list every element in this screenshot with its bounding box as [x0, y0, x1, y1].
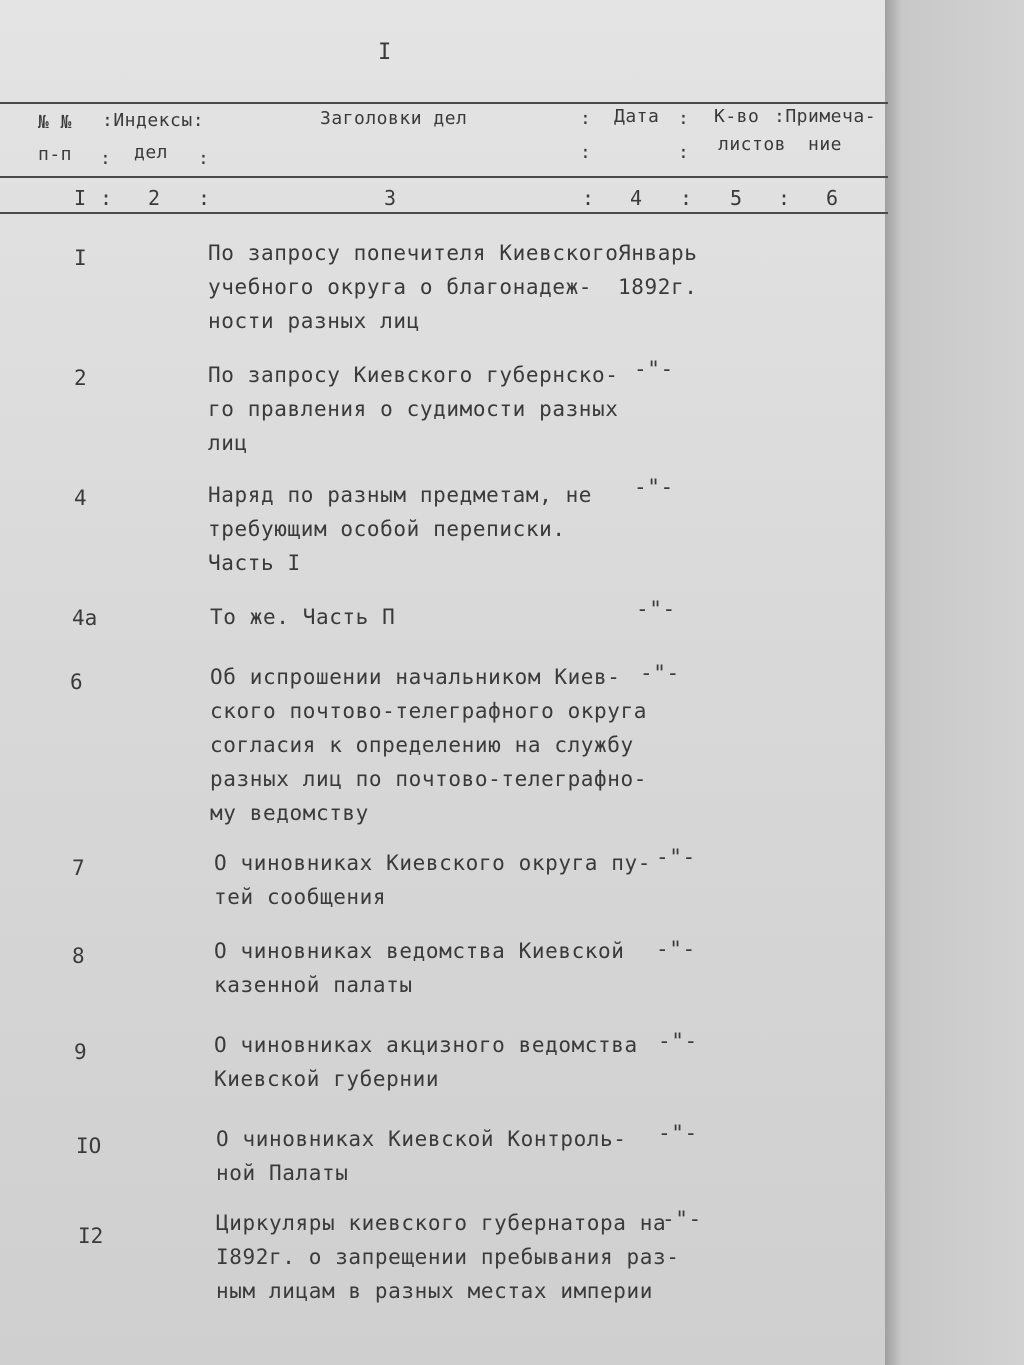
row-number: 9	[74, 1040, 87, 1064]
row-title: О чиновниках ведомства Киевской казенной палаты	[214, 939, 625, 997]
header-sep: :	[580, 108, 592, 129]
row-title: Об испрошении начальником Киев- ского почтово-телеграфного округа согласия к определению на службу разных лиц по почтово-телеграфно- му ведомству	[210, 665, 648, 825]
row-title: По запросу Киевского губернско- го правления о судимости разных лиц	[208, 363, 619, 455]
header-sep: :	[680, 186, 693, 210]
row-number: IO	[76, 1134, 102, 1158]
colnum-3: 3	[384, 186, 397, 210]
row-date: -"-	[634, 357, 674, 381]
row-number: 6	[70, 670, 83, 694]
row-number: 7	[72, 856, 85, 880]
row-number: 4а	[72, 606, 98, 630]
row-number: I2	[78, 1224, 104, 1248]
header-col5-line2: листов	[718, 134, 787, 155]
header-sep: :	[580, 142, 592, 163]
colnum-6: 6	[826, 186, 839, 210]
row-date: -"-	[634, 475, 674, 499]
colnum-1: I	[74, 186, 87, 210]
row-title: То же. Часть П	[210, 605, 396, 629]
colnum-2: 2	[148, 186, 161, 210]
row-number: I	[74, 246, 87, 270]
row-number: 2	[74, 366, 87, 390]
header-bottom-rule	[0, 212, 888, 214]
header-col4: Дата	[614, 106, 660, 127]
row-title: О чиновниках акцизного ведомства Киевской губернии	[214, 1033, 638, 1091]
colnum-4: 4	[630, 186, 643, 210]
header-col2-line1: :Индексы:	[102, 110, 205, 131]
row-title: Циркуляры киевского губернатора на I892г. о запрещении пребывания раз- ным лицам в разных местах империи	[216, 1211, 680, 1303]
row-date: -"-	[662, 1207, 702, 1231]
row-date: -"-	[656, 845, 696, 869]
header-col2-line2: дел	[134, 142, 169, 163]
header-sep: :	[778, 186, 791, 210]
row-date: -"-	[658, 1029, 698, 1053]
row-title: О чиновниках Киевского округа пу- тей сообщения	[214, 851, 652, 909]
header-mid-rule	[0, 176, 888, 178]
row-title: Наряд по разным предметам, не требующим особой переписки. Часть I	[208, 483, 593, 575]
page-number: I	[378, 40, 392, 65]
header-col6-line1: :Примеча-	[774, 106, 877, 127]
row-date: Январь 1892г.	[618, 241, 698, 299]
row-date: -"-	[636, 597, 676, 621]
row-date: -"-	[658, 1121, 698, 1145]
row-title: О чиновниках Киевской Контроль- ной Палаты	[216, 1127, 627, 1185]
header-col5-line1: К-во	[714, 106, 760, 127]
header-sep: :	[678, 142, 690, 163]
page-edge	[885, 0, 1024, 1365]
header-col1-line1: № №	[38, 112, 73, 133]
header-sep: :	[198, 148, 210, 169]
row-number: 4	[74, 486, 87, 510]
row-date: -"-	[656, 937, 696, 961]
header-sep: :	[100, 148, 112, 169]
row-date: -"-	[640, 661, 680, 685]
colnum-5: 5	[730, 186, 743, 210]
header-sep: :	[582, 186, 595, 210]
row-title: По запросу попечителя Киевского учебного округа о благонадеж- ности разных лиц	[208, 241, 619, 333]
header-col6-line2: ние	[808, 134, 843, 155]
header-sep: :	[198, 186, 211, 210]
header-sep: :	[100, 186, 113, 210]
header-col3: Заголовки дел	[320, 108, 468, 129]
header-col1-line2: п-п	[38, 144, 73, 165]
row-number: 8	[72, 944, 85, 968]
header-top-rule	[0, 102, 888, 104]
header-sep: :	[678, 108, 690, 129]
